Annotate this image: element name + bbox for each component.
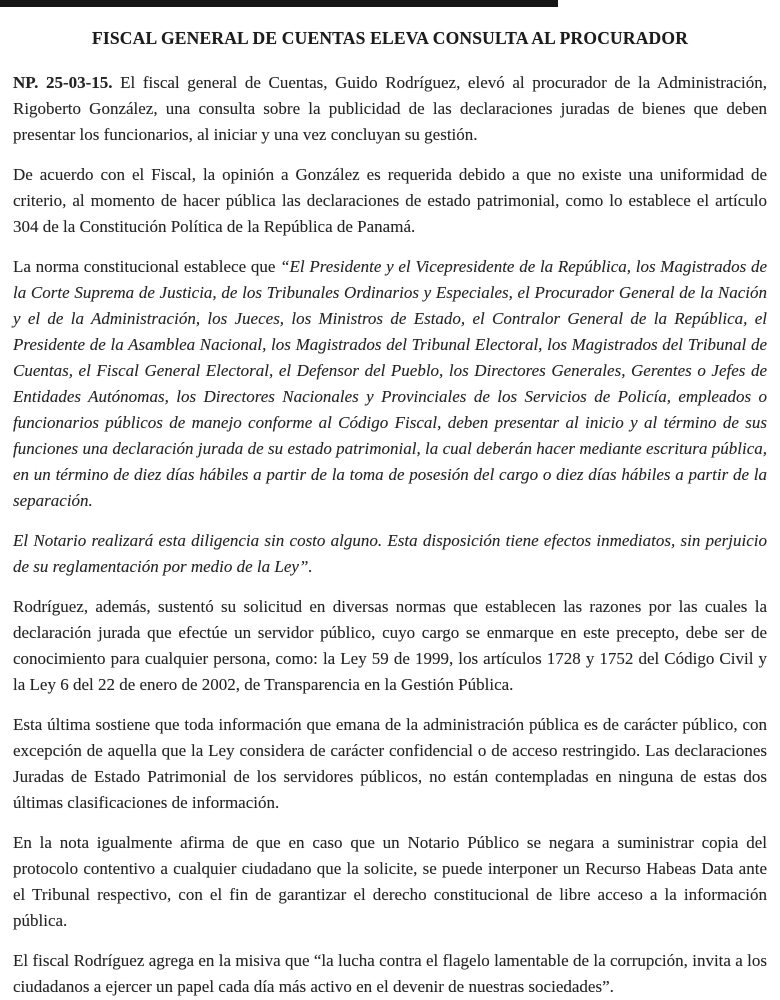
paragraph-legal-basis [13,594,767,698]
text-run: Rodríguez, además, sustentó su solicitud en diversas normas que establecen las razones por las cuales la declaración jurada que efectúe un servidor público, cuyo cargo se enmarque en este precepto, debe ser de conocimiento para cualquier persona, como: la Ley 59 de 1999, los artículos 1728 y 1752 del Código Civil y la Ley 6 del 22 de enero de 2002, de Transparencia en la Gestión Pública. [13,597,767,694]
document-title: FISCAL GENERAL DE CUENTAS ELEVA CONSULTA AL PROCURADOR [91,28,689,48]
text-run: Esta última sostiene que toda información que emana de la administración pública es de carácter público, con excepción de aquella que la Ley considera de carácter confidencial o de acceso restringido. Las declaraciones Juradas de Estado Patrimonial de los servidores públicos, no están contempladas en ninguna de estas dos últimas clasificaciones de información. [13,715,767,812]
paragraph-np-intro [13,70,767,148]
paragraph-closing-quote [13,948,767,1000]
text-run-quote: El Notario realizará esta diligencia sin costo alguno. Esta disposición tiene efectos inmediatos, sin perjuicio de su reglamentación por medio de la Ley”. [13,531,767,576]
text-run: La norma constitucional establece que [13,257,281,276]
paragraph-habeas-data [13,830,767,934]
text-run-date-code: NP. 25-03-15. [13,73,113,92]
paragraph-notario-quote [13,528,767,580]
text-run: En la nota igualmente afirma de que en caso que un Notario Público se negara a suministrar copia del protocolo contentivo a cualquier ciudadano que la solicite, se puede interponer un Recurso Habeas Data ante el Tribunal respectivo, con el fin de garantizar el derecho constitucional de libre acceso a la información pública. [13,833,767,930]
text-run: De acuerdo con el Fiscal, la opinión a González es requerida debido a que no existe una uniformidad de criterio, al momento de hacer pública las declaraciones de estado patrimonial, como lo establece el artículo 304 de la Constitución Política de la República de Panamá. [13,165,767,236]
cropped-banner-bar [0,0,558,7]
text-run: El fiscal general de Cuentas, Guido Rodríguez, elevó al procurador de la Administración, Rigoberto González, una consulta sobre la publicidad de las declaraciones juradas de bienes que deben presentar los funcionarios, al iniciar y una vez concluyan su gestión. [13,73,767,144]
paragraph-opinion-reason [13,162,767,240]
paragraph-transparency-law [13,712,767,816]
text-run: El fiscal Rodríguez agrega en la misiva que “la lucha contra el flagelo lamentable de la corrupción, invita a los ciudadanos a ejercer un papel cada día más activo en el devenir de nuestras sociedades”. [13,951,767,996]
text-run-quote: “El Presidente y el Vicepresidente de la República, los Magistrados de la Corte Suprema de Justicia, de los Tribunales Ordinarios y Especiales, el Procurador General de la Nación y el de la Administración, los Jueces, los Ministros de Estado, el Contralor General de la República, el Presidente de la Asamblea Nacional, los Magistrados del Tribunal Electoral, los Magistrados del Tribunal de Cuentas, el Fiscal General Electoral, el Defensor del Pueblo, los Directores Generales, Gerentes o Jefes de Entidades Autónomas, los Directores Nacionales y Provinciales de los Servicios de Policía, empleados o funcionarios públicos de manejo conforme al Código Fiscal, deben presentar al inicio y al término de sus funciones una declaración jurada de su estado patrimonial, la cual deberán hacer mediante escritura pública, en un término de diez días hábiles a partir de la toma de posesión del cargo o diez días hábiles a partir de la separación. [13,257,767,510]
paragraph-constitutional-quote [13,254,767,514]
